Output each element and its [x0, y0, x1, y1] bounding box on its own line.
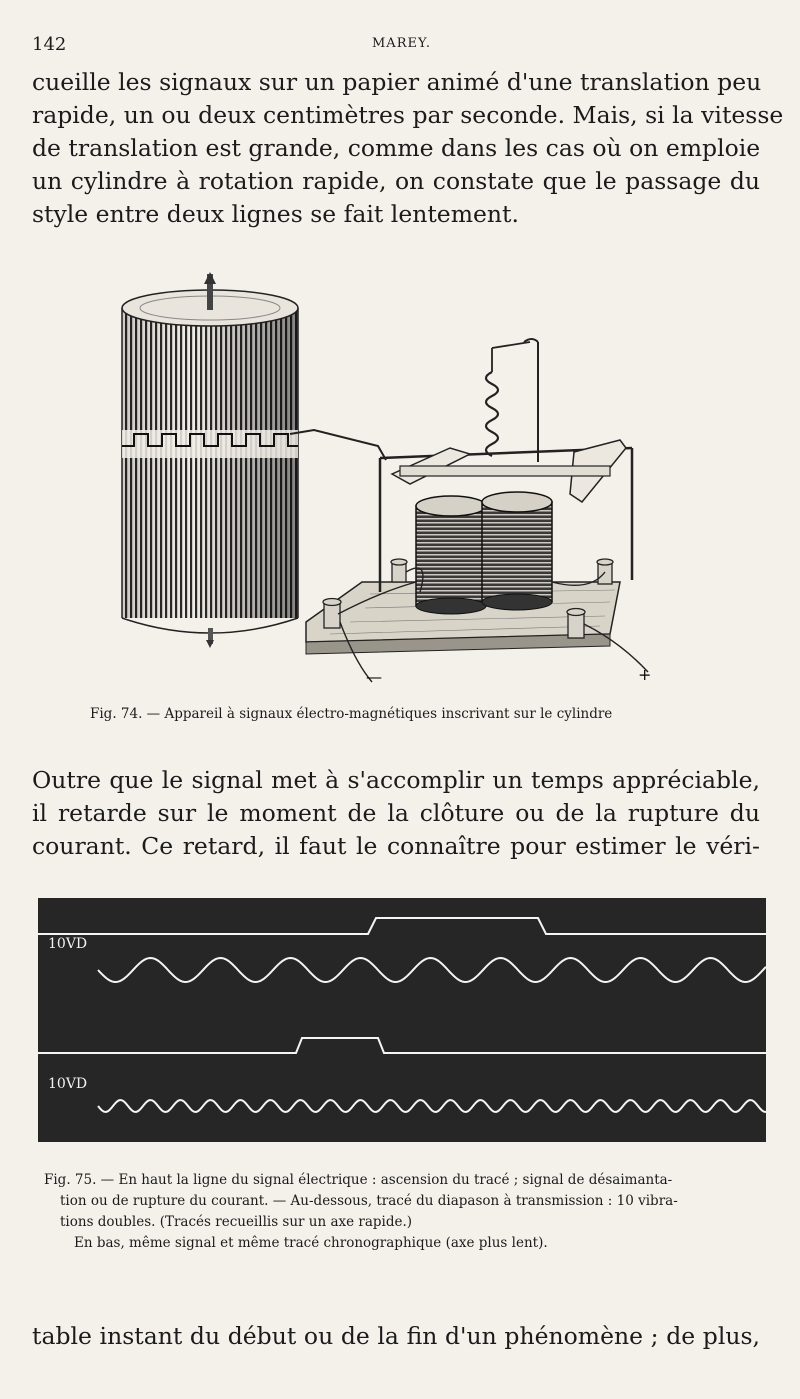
plus-terminal-label: +: [638, 665, 652, 684]
bottom-trace-label: 10VD: [48, 1076, 88, 1092]
electromagnet-coils: [416, 492, 552, 614]
running-title: MAREY.: [372, 36, 432, 51]
stylus-arm: [290, 430, 386, 460]
running-head: [32, 34, 760, 56]
paragraph-3: [32, 1320, 760, 1353]
top-signal-trace: [38, 918, 766, 934]
text-line: rapide, un ou deux centimètres par seconde. Mais, si la vitesse: [32, 101, 784, 129]
apparatus-illustration: [100, 262, 660, 690]
minus-terminal-label: —: [366, 667, 382, 686]
text-line: style entre deux lignes se fait lentement.: [32, 200, 519, 228]
caption-line: tions doubles. (Tracés recueillis sur un axe rapide.): [60, 1214, 413, 1230]
caption-line: Fig. 75. — En haut la ligne du signal électrique : ascension du tracé ; signal de désaimanta-: [44, 1172, 673, 1188]
paragraph-1: [32, 66, 784, 231]
text-line: cueille les signaux sur un papier animé d'une translation peu: [32, 68, 762, 96]
spring: [486, 339, 538, 462]
text-line: un cylindre à rotation rapide, on constate que le passage du: [32, 167, 760, 195]
top-tuning-fork-trace: [98, 958, 766, 982]
figure-74-apparatus-engraving: [100, 262, 660, 690]
bottom-tuning-fork-trace: [98, 1100, 766, 1112]
text-line: il retarde sur le moment de la clôture ou de la rupture du: [32, 799, 760, 827]
text-line: courant. Ce retard, il faut le connaître pour estimer le véri-: [32, 832, 760, 860]
trace-plate: [38, 898, 766, 1142]
recording-cylinder: [122, 272, 298, 648]
page-number: 142: [32, 34, 67, 55]
caption-line: En bas, même signal et même tracé chronographique (axe plus lent).: [74, 1235, 548, 1251]
top-trace-label: 10VD: [48, 936, 88, 952]
text-line: de translation est grande, comme dans les cas où on emploie: [32, 134, 761, 162]
figure-75-caption: [44, 1170, 774, 1254]
caption-line: tion ou de rupture du courant. — Au-dessous, tracé du diapason à transmission : 10 vibra-: [60, 1193, 678, 1209]
figure-74-caption: Fig. 74. — Appareil à signaux électro-magnétiques inscrivant sur le cylindre: [90, 706, 613, 722]
figure-75-signal-traces: [38, 898, 766, 1142]
text-line: table instant du début ou de la fin d'un phénomène ; de plus,: [32, 1322, 760, 1350]
paragraph-2: [32, 764, 760, 863]
text-line: Outre que le signal met à s'accomplir un temps appréciable,: [32, 766, 760, 794]
bottom-signal-trace: [38, 1038, 766, 1053]
